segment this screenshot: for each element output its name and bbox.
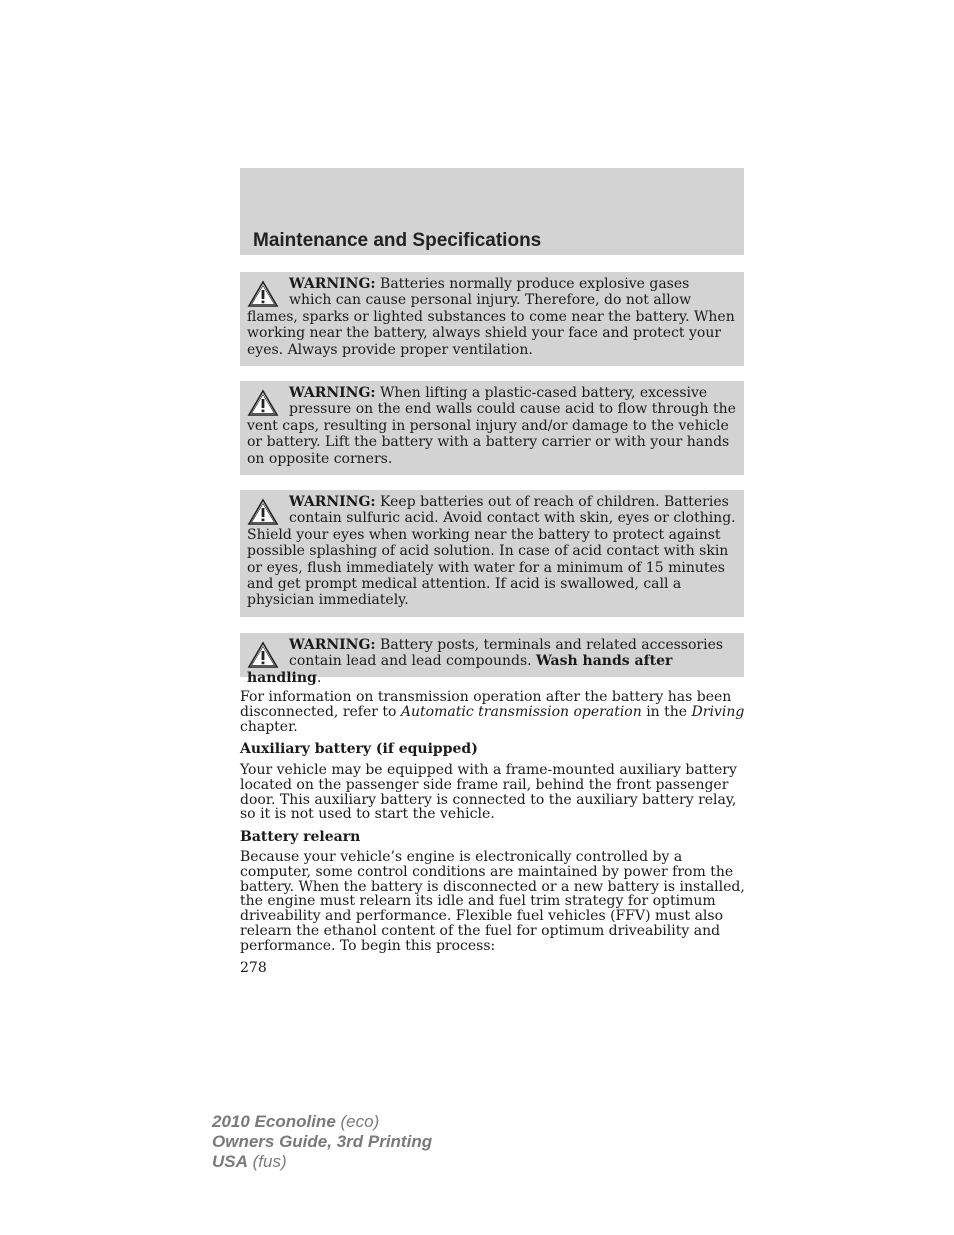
footer-model-code: (eco) [335, 1112, 380, 1131]
warning-triangle-icon [247, 280, 279, 308]
note-text: chapter. [240, 718, 298, 735]
warning-triangle-icon [247, 498, 279, 526]
driving-chapter-reference: Driving [691, 703, 745, 720]
warning-body: Battery posts, terminals and related accessories contain lead and lead compounds. [289, 637, 724, 670]
warning-box-lead-compounds [240, 633, 744, 686]
warning-body: Keep batteries out of reach of children. Batteries contain sulfuric acid. Avoid contact with skin, eyes or clothing. Shield your eyes when working near the battery to protect against possible splashing of acid solution. In case of acid contact with skin or eyes, flush immediately with water for a minimum of 15 minutes and get prompt medical attention. If acid is swallowed, call a physician immediately. [247, 494, 736, 609]
note-text: in the [641, 703, 692, 720]
document-footer [212, 1112, 432, 1172]
footer-line-2: Owners Guide, 3rd Printing [212, 1132, 433, 1151]
section-title: Maintenance and Specifications [253, 230, 542, 251]
warning-body: When lifting a plastic-cased battery, excessive pressure on the end walls could cause acid to flow through the vent caps, resulting in personal injury and/or damage to the vehicle or battery. Lift the battery with a battery carrier or with your hands on opposite corners. [247, 385, 736, 467]
automatic-transmission-reference: Automatic transmission operation [400, 703, 642, 720]
battery-relearn-text: Because your vehicle’s engine is electronically controlled by a computer, some control conditions are maintained by power from the battery. When the battery is disconnected or a new battery is installed, the engine must relearn its idle and fuel trim strategy for optimum driveability and performance. Flexible fuel vehicles (FFV) must also relearn the ethanol content of the fuel for optimum driveability and performance. To begin this process: [240, 849, 745, 954]
footer-line-1 [212, 1112, 432, 1132]
warning-box-sulfuric-acid [240, 490, 744, 617]
warning-text [247, 494, 736, 609]
warning-box-explosive-gases [240, 272, 744, 366]
aux-battery-heading: Auxiliary battery (if equipped) [240, 741, 478, 757]
warning-box-lifting-battery [240, 381, 744, 475]
warning-label: WARNING: [289, 385, 376, 401]
transmission-note [240, 690, 748, 734]
section-header [240, 168, 744, 255]
warning-triangle-icon [247, 641, 279, 669]
page-number: 278 [240, 960, 267, 976]
warning-label: WARNING: [289, 494, 376, 510]
footer-region-code: (fus) [247, 1152, 287, 1171]
battery-relearn-heading: Battery relearn [240, 829, 361, 845]
footer-region: USA [212, 1152, 248, 1171]
warning-end: . [316, 669, 322, 686]
warning-text [247, 385, 736, 467]
warning-label: WARNING: [289, 637, 376, 653]
warning-triangle-icon [247, 389, 279, 417]
footer-line-3 [212, 1152, 432, 1172]
warning-text [247, 276, 736, 358]
footer-model: 2010 Econoline [212, 1112, 336, 1131]
warning-body: Batteries normally produce explosive gases which can cause personal injury. Therefore, do not allow flames, sparks or lighted substances to come near the battery. When working near the battery, always shield your face and protect your eyes. Always provide proper ventilation. [247, 276, 735, 358]
warning-text [247, 637, 736, 686]
aux-battery-text: Your vehicle may be equipped with a frame-mounted auxiliary battery located on the passenger side frame rail, behind the front passenger door. This auxiliary battery is connected to the auxiliary battery relay, so it is not used to start the vehicle. [240, 762, 737, 823]
note-text: For information on transmission operation after the battery has been disconnected, refer to [240, 689, 732, 720]
warning-label: WARNING: [289, 276, 376, 292]
warning-emphasis: Wash hands after handling [247, 653, 673, 686]
